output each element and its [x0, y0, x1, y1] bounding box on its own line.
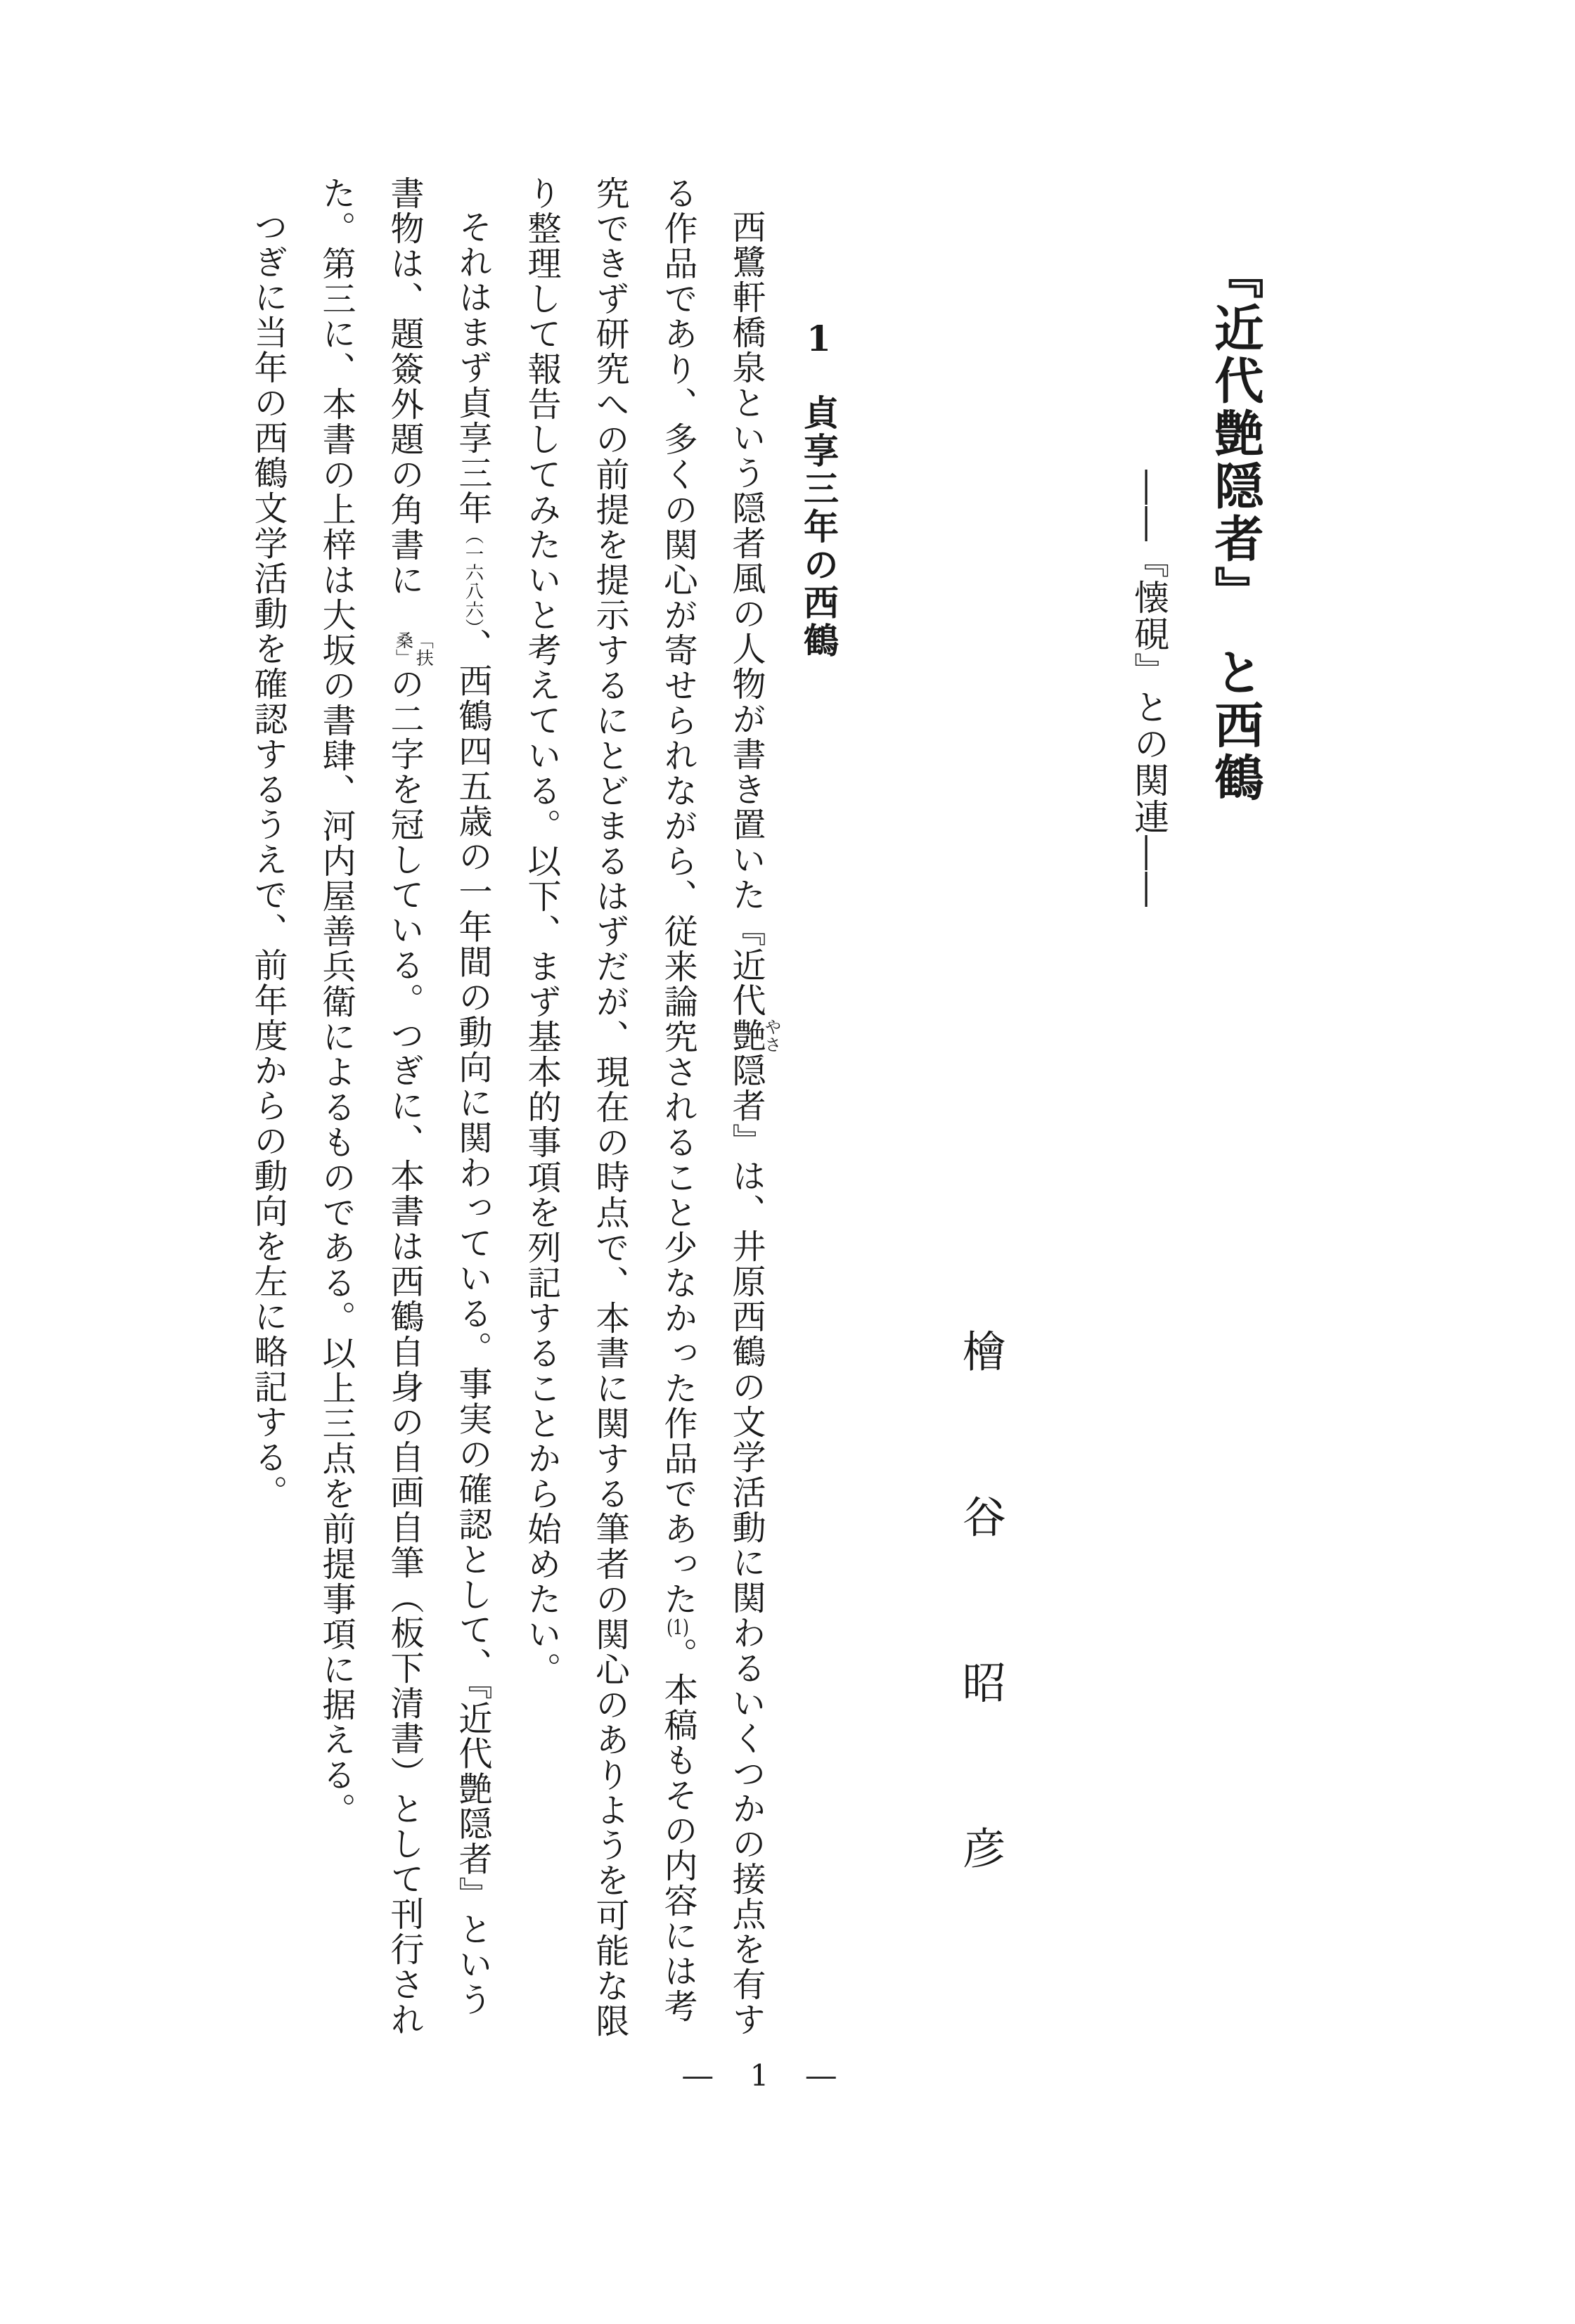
author-name: 檜谷昭彦	[955, 1329, 1007, 1991]
body-paragraph: 西鷺軒橋泉という隠者風の人物が書き置いた『近代艶やさ隠者』は、井原西鶴の文学活動に関わるいくつかの接点を有する作品であり、多くの関心が寄せられながら、従来論究されること少なかった作品であった(1)。本稿もその内容には考究できず研究への前提を提示するにとどまるはずだが、現在の時点で、本書に関する筆者の関心のありようを可能な限り整理して報告してみたいと考えている。以下、まず基本的事項を列記することから始めたい。	[522, 176, 781, 2039]
section-heading	[797, 318, 840, 660]
article-title: 『近代艶隠者』 と西鶴	[1206, 250, 1265, 805]
inline-year-notation: （一六八六）	[462, 526, 484, 628]
article-subtitle: ――『懐硯』との関連――	[1129, 470, 1169, 908]
body-text	[230, 176, 780, 2046]
ruby-annotated-char: 艶やさ	[726, 1018, 781, 1053]
body-paragraph: つぎに当年の西鶴文学活動を確認するうえで、前年度からの動向を左に略記する。	[248, 209, 288, 1510]
warichu-note: 「扶 桑」	[393, 631, 435, 666]
footnote-ref: (1)	[667, 1617, 689, 1637]
page-number: ― 1 ―	[683, 2058, 850, 2093]
body-paragraph: それはまず貞享三年（一六八六）、西鶴四五歳の一年間の動向に関わっている。事実の確認として、『近代艶隠者』という書物は、題簽外題の角書に 「扶 桑」 の二字を冠している。つぎに、本書は西鶴自身の自画自筆（板下清書）として刊行された。第三に、本書の上梓は大坂の書肆、河内屋善兵衛によるものである。以上三点を前提事項に据える。	[316, 176, 492, 2037]
section-title: 貞享三年の西鶴	[798, 394, 840, 660]
section-number: 1	[798, 318, 840, 362]
